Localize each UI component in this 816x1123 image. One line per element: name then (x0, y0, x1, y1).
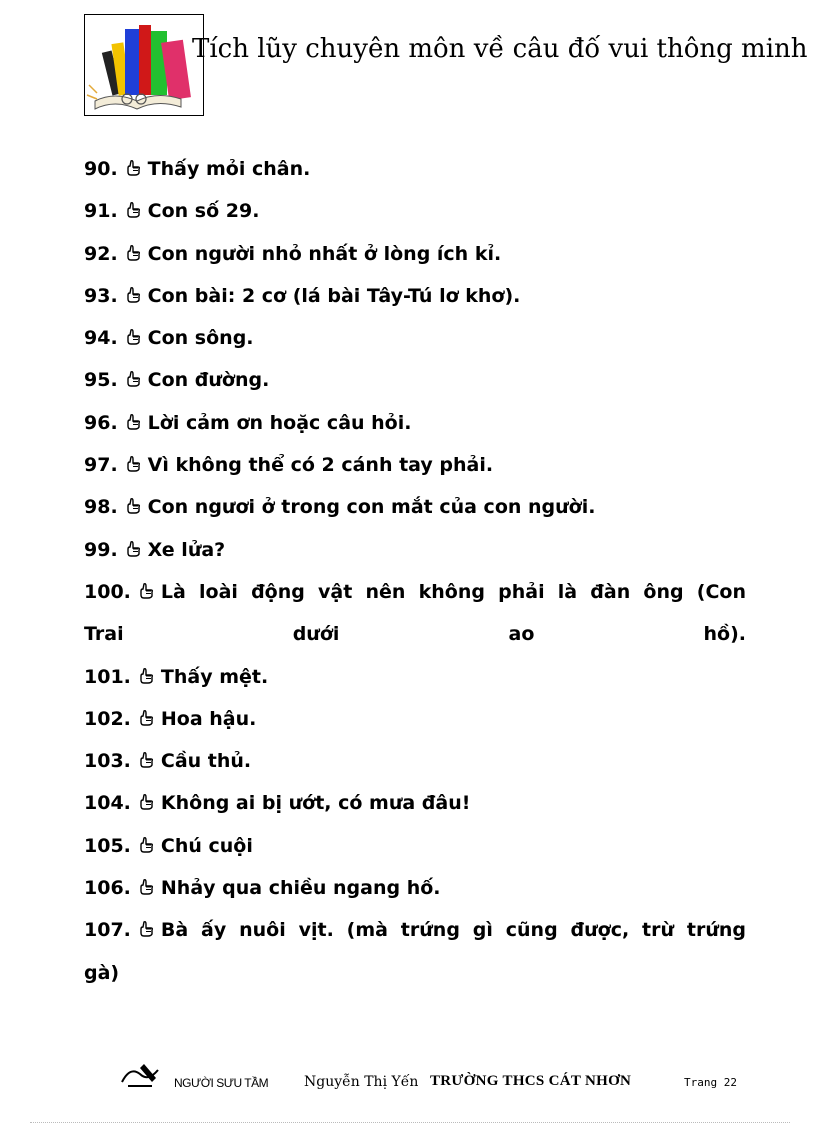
pointing-hand-icon (124, 446, 142, 464)
list-item-line (84, 698, 746, 740)
list-item-line (84, 317, 746, 359)
pointing-hand-icon (124, 277, 142, 295)
pointing-hand-icon (137, 869, 155, 887)
item-text: Hoa hậu. (160, 707, 257, 730)
list-item (84, 698, 746, 740)
item-text: Nhảy qua chiều ngang hố. (160, 877, 441, 900)
item-text: Con số 29. (147, 200, 260, 223)
list-item-line (84, 909, 746, 951)
list-item (84, 359, 746, 401)
item-text: Con đường. (147, 369, 270, 392)
answer-list (84, 148, 746, 994)
list-item-line (84, 782, 746, 824)
item-number: 96. (84, 411, 118, 434)
item-number: 107. (84, 919, 131, 942)
item-text: Con người nhỏ nhất ở lòng ích kỉ. (147, 242, 502, 265)
list-item (84, 486, 746, 528)
item-text: Chú cuội (160, 834, 253, 857)
list-item (84, 275, 746, 317)
pen-signature-icon (118, 1060, 166, 1092)
list-item (84, 402, 746, 444)
item-number: 101. (84, 665, 131, 688)
item-number: 99. (84, 538, 118, 561)
item-number: 94. (84, 327, 118, 350)
page-title: Tích lũy chuyên môn về câu đố vui thông minh (192, 34, 808, 64)
books-icon (84, 14, 204, 116)
list-item-line (84, 867, 746, 909)
list-item (84, 656, 746, 698)
item-number: 105. (84, 834, 131, 857)
item-text: Con sông. (147, 327, 254, 350)
list-item-line (84, 275, 746, 317)
pointing-hand-icon (124, 192, 142, 210)
item-text: Là loài động vật nên không phải là đàn ông (Con (160, 580, 746, 603)
list-item-line (84, 148, 746, 190)
author-name: Nguyễn Thị Yến (304, 1074, 419, 1090)
pointing-hand-icon (124, 361, 142, 379)
item-text: Cầu thủ. (160, 750, 252, 773)
list-item-line (84, 825, 746, 867)
item-number: 95. (84, 369, 118, 392)
school-name: TRƯỜNG THCS CÁT NHƠN (430, 1073, 632, 1089)
list-item (84, 190, 746, 232)
list-item (84, 867, 746, 909)
item-text: Thấy mỏi chân. (147, 158, 311, 180)
item-number: 103. (84, 750, 131, 773)
list-item (84, 782, 746, 824)
item-number: 97. (84, 454, 118, 477)
list-item-line (84, 529, 746, 571)
list-item (84, 148, 746, 190)
pointing-hand-icon (124, 319, 142, 337)
item-text: Bà ấy nuôi vịt. (mà trứng gì cũng được, trừ trứng (160, 919, 746, 942)
list-item (84, 444, 746, 486)
list-item-line (84, 402, 746, 444)
list-item-line (84, 486, 746, 528)
pointing-hand-icon (137, 573, 155, 591)
item-text: Con bài: 2 cơ (lá bài Tây-Tú lơ khơ). (147, 284, 521, 307)
pointing-hand-icon (124, 404, 142, 422)
list-item-line (84, 740, 746, 782)
list-item-line (84, 571, 746, 613)
item-text: Xe lửa? (147, 538, 226, 561)
pointing-hand-icon (137, 742, 155, 760)
pointing-hand-icon (137, 784, 155, 802)
item-number: 102. (84, 707, 131, 730)
item-text: Không ai bị ướt, có mưa đâu! (160, 792, 471, 815)
pointing-hand-icon (124, 488, 142, 506)
list-item (84, 825, 746, 867)
list-item-line (84, 444, 746, 486)
item-number: 90. (84, 158, 118, 180)
page-number: Trang 22 (684, 1076, 737, 1089)
pointing-hand-icon (137, 700, 155, 718)
item-number: 92. (84, 242, 118, 265)
item-text: Thấy mệt. (160, 665, 269, 688)
list-item (84, 571, 746, 656)
item-number: 98. (84, 496, 118, 519)
list-item (84, 317, 746, 359)
list-item (84, 529, 746, 571)
item-number: 100. (84, 580, 131, 603)
collector-label: NGƯỜI SƯU TẦM (174, 1076, 269, 1090)
list-item-line (84, 190, 746, 232)
list-item-line (84, 359, 746, 401)
item-number: 104. (84, 792, 131, 815)
item-text: Con ngươi ở trong con mắt của con người. (147, 496, 596, 519)
item-text: Lời cảm ơn hoặc câu hỏi. (147, 411, 412, 434)
pointing-hand-icon (137, 827, 155, 845)
item-number: 91. (84, 200, 118, 223)
pointing-hand-icon (124, 531, 142, 549)
item-continuation: Trai dưới ao hồ). (84, 623, 746, 646)
page-footer (110, 1060, 750, 1100)
page-header (84, 14, 808, 118)
list-item-line (84, 233, 746, 275)
pointing-hand-icon (124, 150, 142, 168)
pointing-hand-icon (124, 235, 142, 253)
list-item (84, 233, 746, 275)
pointing-hand-icon (137, 658, 155, 676)
item-continuation: gà) (84, 961, 120, 984)
list-item (84, 740, 746, 782)
list-item-line (84, 656, 746, 698)
item-number: 93. (84, 284, 118, 307)
item-number: 106. (84, 877, 131, 900)
list-item (84, 909, 746, 994)
item-text: Vì không thể có 2 cánh tay phải. (147, 454, 494, 477)
pointing-hand-icon (137, 911, 155, 929)
